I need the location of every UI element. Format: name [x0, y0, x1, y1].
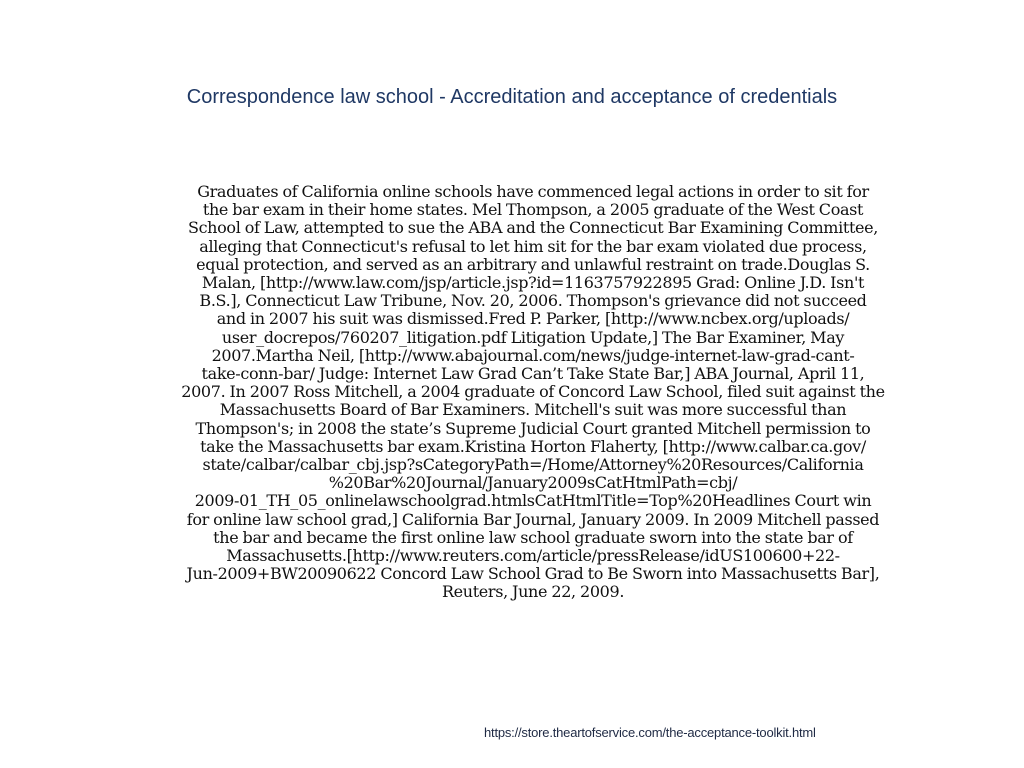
body-line: the bar and became the first online law school graduate sworn into the state bar of	[213, 527, 853, 547]
body-line: take the Massachusetts bar exam.Kristina Horton Flaherty, [http://www.calbar.ca.gov/	[200, 436, 866, 456]
body-paragraph	[100, 183, 966, 602]
body-line: Malan, [http://www.law.com/jsp/article.jsp?id=1163757922895 Grad: Online J.D. Isn't	[201, 273, 865, 293]
body-line: take-conn-bar/ Judge: Internet Law Grad Can’t Take State Bar,] ABA Journal, April 11,	[201, 364, 865, 384]
body-line: alleging that Connecticut's refusal to let him sit for the bar exam violated due process,	[199, 236, 867, 256]
body-line: user_docrepos/760207_litigation.pdf Litigation Update,] The Bar Examiner, May	[221, 327, 845, 347]
body-line: equal protection, and served as an arbitrary and unlawful restraint on trade.Douglas S.	[196, 254, 870, 274]
footer-url-link[interactable]: https://store.theartofservice.com/the-acceptance-toolkit.html	[484, 725, 816, 740]
body-line: for online law school grad,] California Bar Journal, January 2009. In 2009 Mitchell passed	[186, 509, 880, 529]
body-line: 2007. In 2007 Ross Mitchell, a 2004 graduate of Concord Law School, filed suit against the	[181, 382, 885, 402]
body-line: and in 2007 his suit was dismissed.Fred P. Parker, [http://www.ncbex.org/uploads/	[216, 309, 850, 329]
body-line: the bar exam in their home states. Mel Thompson, a 2005 graduate of the West Coast	[202, 200, 864, 220]
body-line: Thompson's; in 2008 the state’s Supreme Judicial Court granted Mitchell permission to	[195, 418, 871, 438]
body-line: Massachusetts Board of Bar Examiners. Mitchell's suit was more successful than	[219, 400, 847, 420]
body-line: state/calbar/calbar_cbj.jsp?sCategoryPath=/Home/Attorney%20Resources/California	[202, 455, 864, 475]
body-line: Graduates of California online schools have commenced legal actions in order to sit for	[197, 182, 869, 201]
slide-title: Correspondence law school - Accreditation and acceptance of credentials	[186, 86, 838, 108]
body-line: %20Bar%20Journal/January2009sCatHtmlPath=cbj/	[328, 473, 738, 493]
body-line: Reuters, June 22, 2009.	[441, 582, 625, 602]
body-line: 2009-01_TH_05_onlinelawschoolgrad.htmlsCatHtmlTitle=Top%20Headlines Court win	[194, 491, 872, 511]
body-line: 2007.Martha Neil, [http://www.abajournal.com/news/judge-internet-law-grad-cant-	[211, 345, 855, 365]
body-line: Massachusetts.[http://www.reuters.com/article/pressRelease/idUS100600+22-	[226, 546, 840, 566]
body-line: Jun-2009+BW20090622 Concord Law School Grad to Be Sworn into Massachusetts Bar],	[186, 564, 880, 584]
body-line: B.S.], Connecticut Law Tribune, Nov. 20, 2006. Thompson's grievance did not succeed	[199, 291, 867, 311]
body-line: School of Law, attempted to sue the ABA and the Connecticut Bar Examining Committee,	[187, 218, 879, 238]
